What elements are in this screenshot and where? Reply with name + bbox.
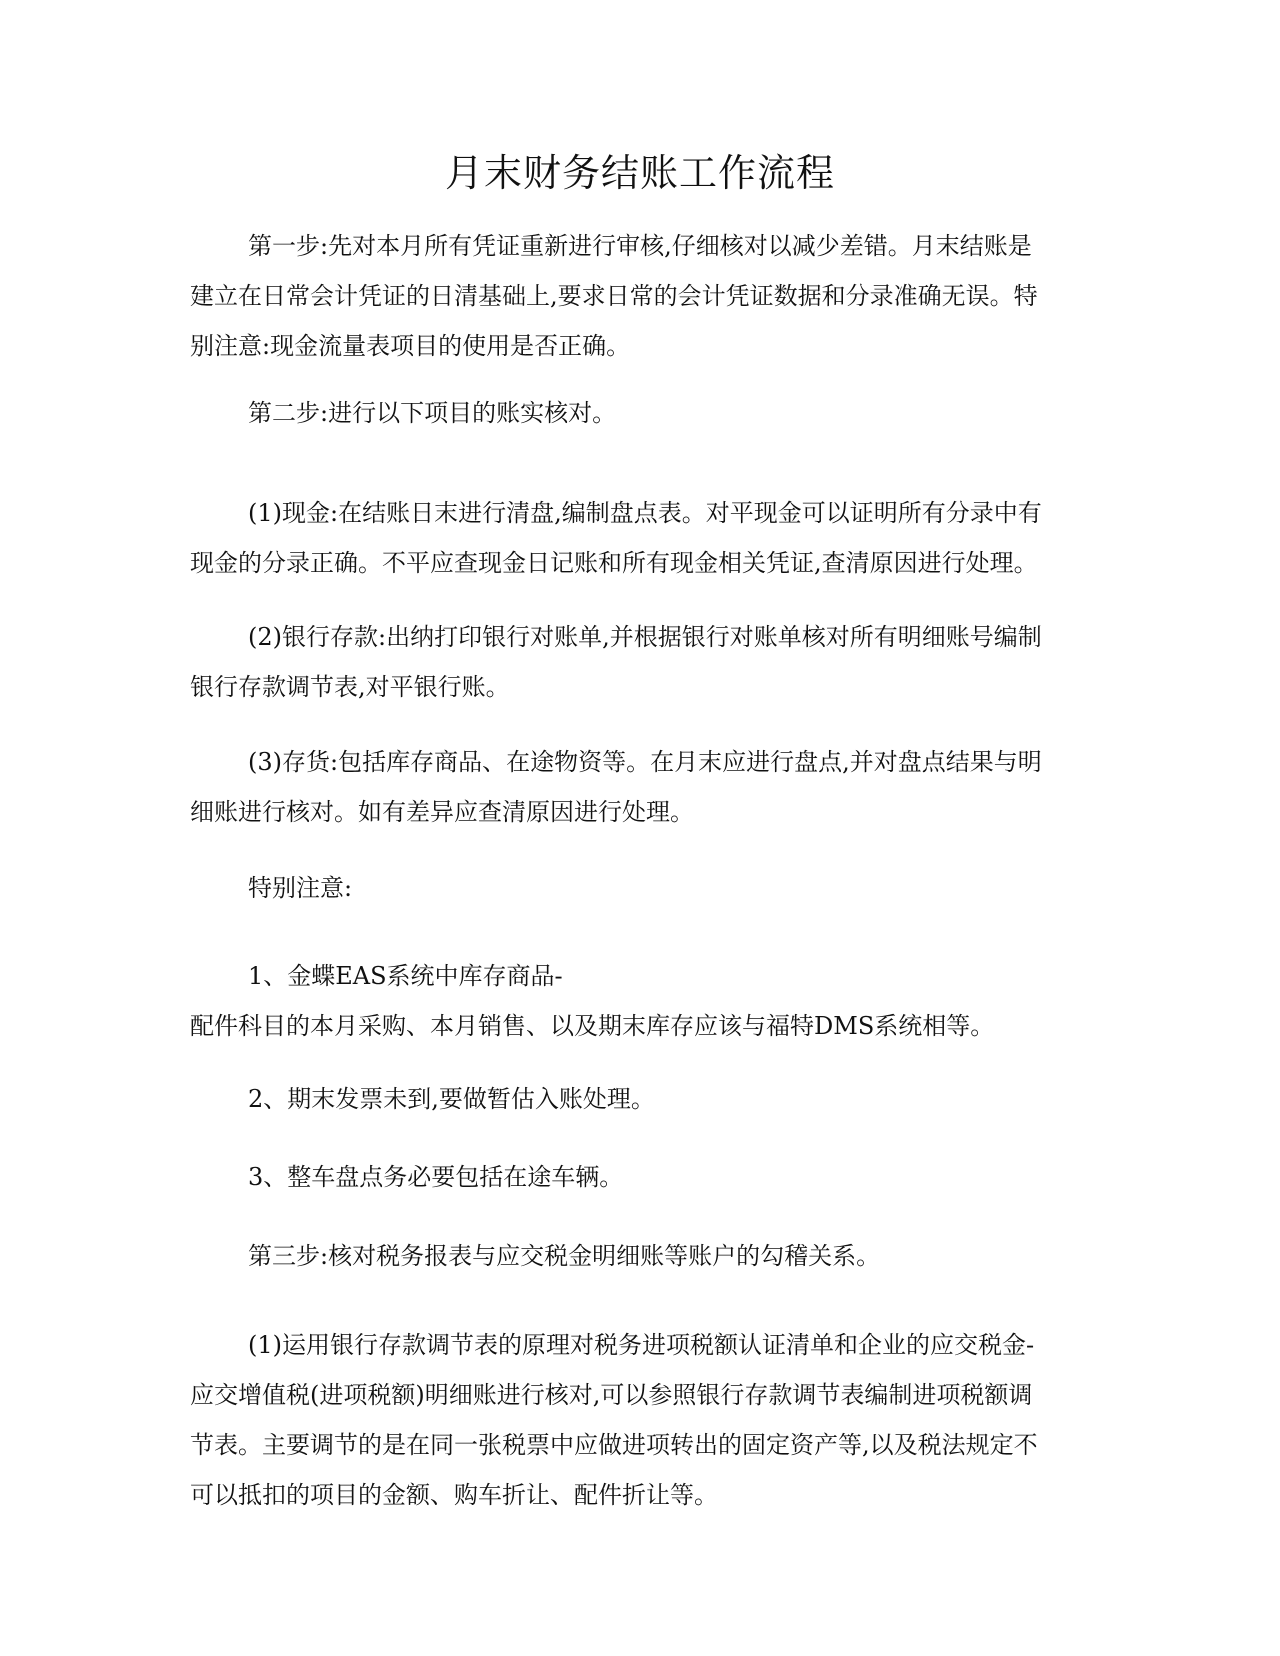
paragraph-line: 第三步:核对税务报表与应交税金明细账等账户的勾稽关系。: [248, 1242, 881, 1270]
paragraph-line: 第二步:进行以下项目的账实核对。: [248, 399, 617, 427]
paragraph-line: 1、金蝶EAS系统中库存商品-: [248, 962, 563, 990]
paragraph-line: 现金的分录正确。不平应查现金日记账和所有现金相关凭证,查清原因进行处理。: [190, 549, 1038, 577]
paragraph-line: 第一步:先对本月所有凭证重新进行审核,仔细核对以减少差错。月末结账是: [248, 232, 1032, 260]
paragraph-tax-reconciliation: [190, 1320, 1090, 1520]
paragraph-line: (3)存货:包括库存商品、在途物资等。在月末应进行盘点,并对盘点结果与明: [248, 748, 1042, 776]
paragraph-line: 配件科目的本月采购、本月销售、以及期末库存应该与福特DMS系统相等。: [190, 1012, 995, 1040]
paragraph-inventory: [190, 737, 1090, 837]
paragraph-line: (1)运用银行存款调节表的原理对税务进项税额认证清单和企业的应交税金-: [248, 1331, 1035, 1359]
paragraph-line: 3、整车盘点务必要包括在途车辆。: [248, 1163, 624, 1191]
paragraph-bank-deposit: [190, 612, 1090, 712]
paragraph-step-2: [190, 388, 1090, 438]
paragraph-line: 别注意:现金流量表项目的使用是否正确。: [190, 332, 631, 360]
paragraph-note-3: [190, 1152, 1090, 1202]
paragraph-step-1: [190, 221, 1090, 371]
paragraph-line: 建立在日常会计凭证的日清基础上,要求日常的会计凭证数据和分录准确无误。特: [190, 282, 1038, 310]
paragraph-special-note: [190, 863, 1090, 913]
paragraph-line: 节表。主要调节的是在同一张税票中应做进项转出的固定资产等,以及税法规定不: [190, 1431, 1038, 1459]
paragraph-note-1: [190, 951, 1090, 1051]
paragraph-line: (2)银行存款:出纳打印银行对账单,并根据银行对账单核对所有明细账号编制: [248, 623, 1042, 651]
paragraph-note-2: [190, 1074, 1090, 1124]
paragraph-line: 特别注意:: [248, 874, 353, 902]
paragraph-line: 银行存款调节表,对平银行账。: [190, 673, 510, 701]
paragraph-line: 应交增值税(进项税额)明细账进行核对,可以参照银行存款调节表编制进项税额调: [190, 1381, 1033, 1409]
paragraph-line: 细账进行核对。如有差异应查清原因进行处理。: [190, 798, 694, 826]
paragraph-line: 2、期末发票未到,要做暂估入账处理。: [248, 1085, 655, 1113]
paragraph-step-3: [190, 1231, 1090, 1281]
paragraph-line: (1)现金:在结账日末进行清盘,编制盘点表。对平现金可以证明所有分录中有: [248, 499, 1042, 527]
paragraph-line: 可以抵扣的项目的金额、购车折让、配件折让等。: [190, 1481, 718, 1509]
document-title: 月末财务结账工作流程: [444, 151, 835, 195]
paragraph-cash: [190, 488, 1090, 588]
